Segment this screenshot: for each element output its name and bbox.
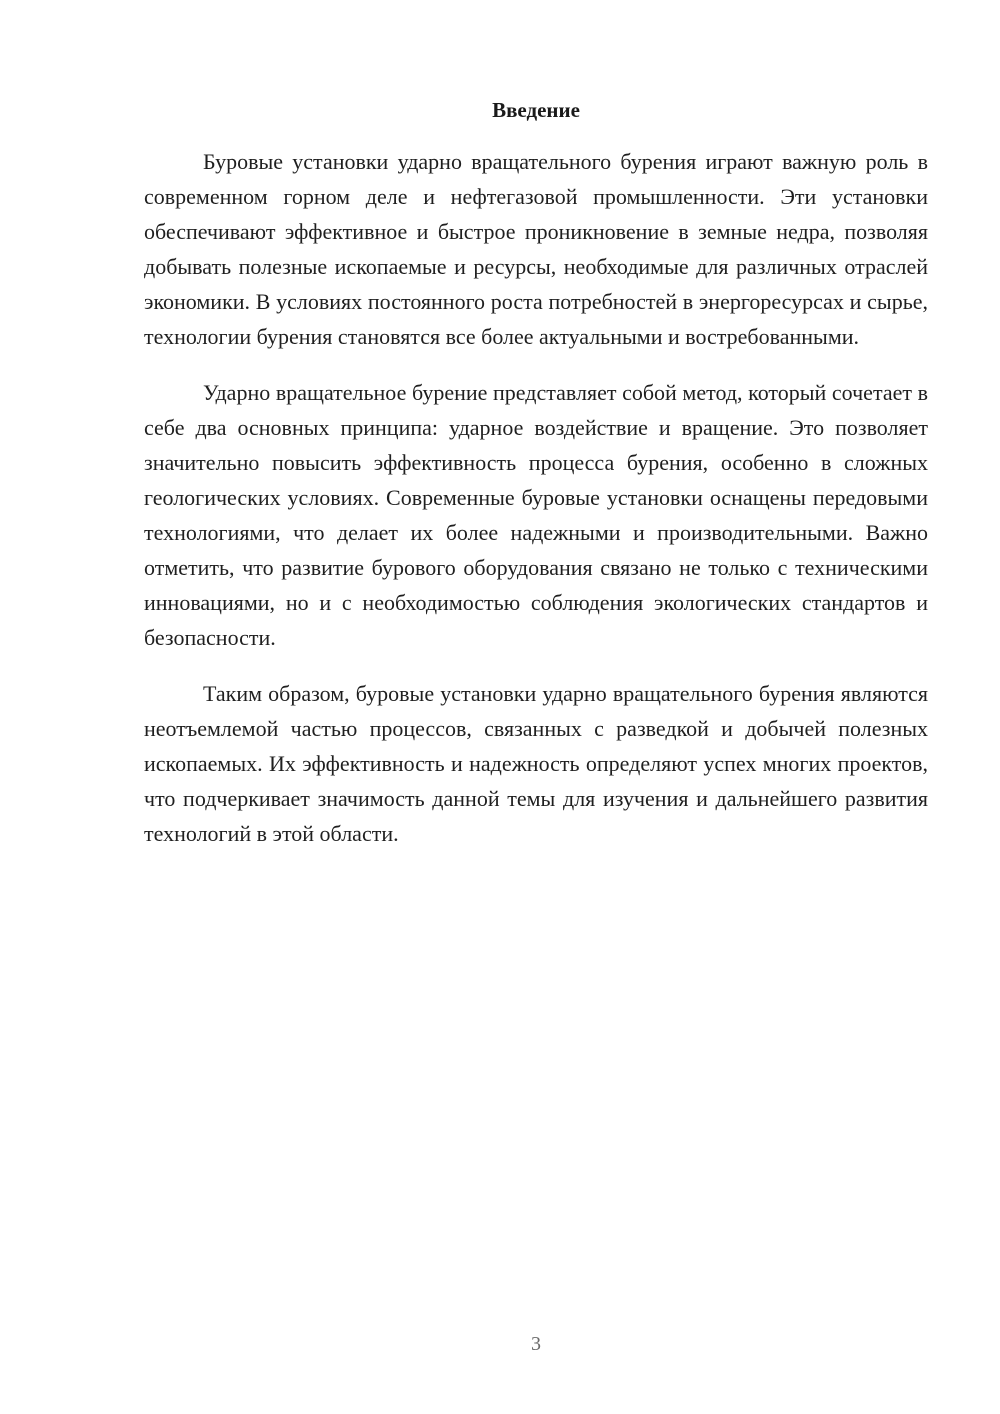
- document-body: [144, 144, 928, 872]
- paragraph-1: Буровые установки ударно вращательного бурения играют важную роль в современном горном деле и нефтегазовой промышленности. Эти установки обеспечивают эффективное и быстрое проникновение в земные недра, позволяя добывать полезные ископаемые и ресурсы, необходимые для различных отраслей экономики. В условиях постоянного роста потребностей в энергоресурсах и сырье, технологии бурения становятся все более актуальными и востребованными.: [144, 149, 928, 349]
- paragraph-2: Ударно вращательное бурение представляет собой метод, который сочетает в себе два основных принципа: ударное воздействие и вращение. Это позволяет значительно повысить эффективность процесса бурения, особенно в сложных геологических условиях. Современные буровые установки оснащены передовыми технологиями, что делает их более надежными и производительными. Важно отметить, что развитие бурового оборудования связано не только с техническими инновациями, но и с необходимостью соблюдения экологических стандартов и безопасности.: [144, 380, 928, 650]
- section-title: Введение: [492, 98, 580, 122]
- page-number: 3: [531, 1333, 541, 1355]
- paragraph-3: Таким образом, буровые установки ударно вращательного бурения являются неотъемлемой частью процессов, связанных с разведкой и добычей полезных ископаемых. Их эффективность и надежность определяют успех многих проектов, что подчеркивает значимость данной темы для изучения и дальнейшего развития технологий в этой области.: [144, 681, 928, 846]
